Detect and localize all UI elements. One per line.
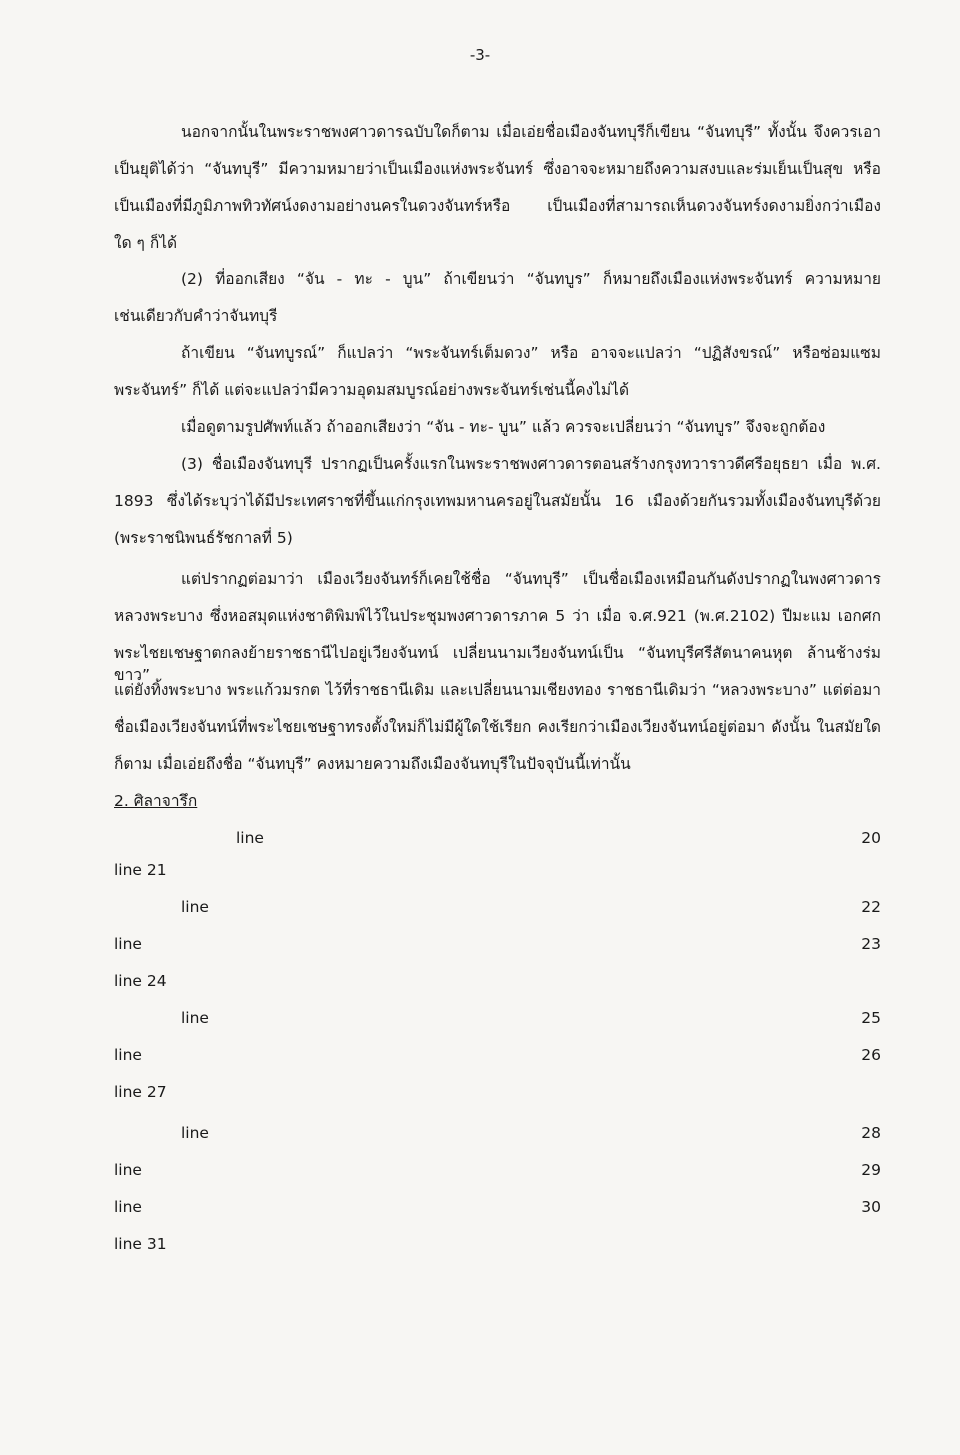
paragraph-line: เช่นเดียวกับคำว่าจันทบุรี	[114, 307, 278, 325]
paragraph-line: line 26	[114, 1046, 881, 1064]
paragraph-line: ชื่อเมืองเวียงจันทน์ที่พระไชยเชษฐาทรงตั้งใหม่ก็ไม่มีผู้ใดใช้เรียก คงเรียกว่าเมืองเวียงจันทน์อยู่ต่อมา ดังนั้น ในสมัยใด	[114, 718, 881, 736]
paragraph-line: แต่ปรากฏต่อมาว่า เมืองเวียงจันทร์ก็เคยใช้ชื่อ “จันทบุรี” เป็นชื่อเมืองเหมือนกันดังปรากฏในพงศาวดาร	[181, 570, 881, 588]
paragraph-line: line 21	[114, 861, 167, 879]
paragraph-line: ถ้าเขียน “จันทบูรณ์” ก็แปลว่า “พระจันทร์เต็มดวง” หรือ อาจจะแปลว่า “ปฏิสังขรณ์” หรือซ่อมแซม	[181, 344, 881, 362]
paragraph-line: แต่ยังทิ้งพระบาง พระแก้วมรกต ไว้ที่ราชธานีเดิม และเปลี่ยนนามเชียงทอง ราชธานีเดิมว่า “หลวงพระบาง” แต่ต่อมา	[114, 681, 881, 699]
paragraph-line: line 22	[181, 898, 881, 916]
page-number: -3-	[469, 46, 491, 64]
paragraph-line: line 30	[114, 1198, 881, 1216]
paragraph-line: (พระราชนิพนธ์รัชกาลที่ 5)	[114, 529, 293, 547]
paragraph-line: (3) ชื่อเมืองจันทบุรี ปรากฏเป็นครั้งแรกในพระราชพงศาวดารตอนสร้างกรุงทวาราวดีศรีอยุธยา เมื่อ พ.ศ.	[181, 455, 881, 473]
paragraph-line: line 31	[114, 1235, 167, 1253]
paragraph-line: พระไชยเชษฐาตกลงย้ายราชธานีไปอยู่เวียงจันทน์ เปลี่ยนนามเวียงจันทน์เป็น “จันทบุรีศรีสัตนาคนหุต ล้านช้างร่มขาว”	[114, 644, 881, 684]
paragraph-line: ก็ตาม เมื่อเอ่ยถึงชื่อ “จันทบุรี” คงหมายความถึงเมืองจันทบุรีในปัจจุบันนี้เท่านั้น	[114, 755, 631, 773]
paragraph-line: เป็นเมืองที่มีภูมิภาพทิวทัศน์งดงามอย่างนครในดวงจันทร์หรือ เป็นเมืองที่สามารถเห็นดวงจันทร์งดงามยิ่งกว่าเมือง	[114, 197, 881, 215]
paragraph-line: พระจันทร์” ก็ได้ แต่จะแปลว่ามีความอุดมสมบูรณ์อย่างพระจันทร์เช่นนี้คงไม่ได้	[114, 381, 630, 399]
paragraph-line: line 24	[114, 972, 167, 990]
paragraph-line: นอกจากนั้นในพระราชพงศาวดารฉบับใดก็ตาม เมื่อเอ่ยชื่อเมืองจันทบุรีก็เขียน “จันทบุรี” ทั้งนั้น จึงควรเอา	[181, 123, 881, 141]
paragraph-line: เมื่อดูตามรูปศัพท์แล้ว ถ้าออกเสียงว่า “จัน - ทะ- บูน” แล้ว ควรจะเปลี่ยนว่า “จันทบูร” จึงจะถูกต้อง	[181, 418, 826, 436]
paragraph-line: หลวงพระบาง ซึ่งหอสมุดแห่งชาติพิมพ์ไว้ในประชุมพงศาวดารภาค 5 ว่า เมื่อ จ.ศ.921 (พ.ศ.2102) ปีมะแม เอกศก	[114, 607, 881, 625]
paragraph-line: line 28	[181, 1124, 881, 1142]
paragraph-line: line 20	[236, 829, 881, 847]
paragraph-line: เป็นยุติได้ว่า “จันทบุรี” มีความหมายว่าเป็นเมืองแห่งพระจันทร์ ซึ่งอาจจะหมายถึงความสงบและร่มเย็นเป็นสุข หรือ	[114, 160, 881, 178]
paragraph-line: line 25	[181, 1009, 881, 1027]
paragraph-line: (2) ที่ออกเสียง “จัน - ทะ - บูน” ถ้าเขียนว่า “จันทบูร” ก็หมายถึงเมืองแห่งพระจันทร์ ความหมาย	[181, 270, 881, 288]
section-heading: 2. ศิลาจารึก	[114, 792, 198, 810]
paragraph-line: ใด ๆ ก็ได้	[114, 234, 178, 252]
paragraph-line: line 23	[114, 935, 881, 953]
paragraph-line: line 27	[114, 1083, 167, 1101]
paragraph-line: line 29	[114, 1161, 881, 1179]
paragraph-line: 1893 ซึ่งได้ระบุว่าได้มีประเทศราชที่ขึ้นแก่กรุงเทพมหานครอยู่ในสมัยนั้น 16 เมืองด้วยกันรวมทั้งเมืองจันทบุรีด้วย	[114, 492, 881, 510]
